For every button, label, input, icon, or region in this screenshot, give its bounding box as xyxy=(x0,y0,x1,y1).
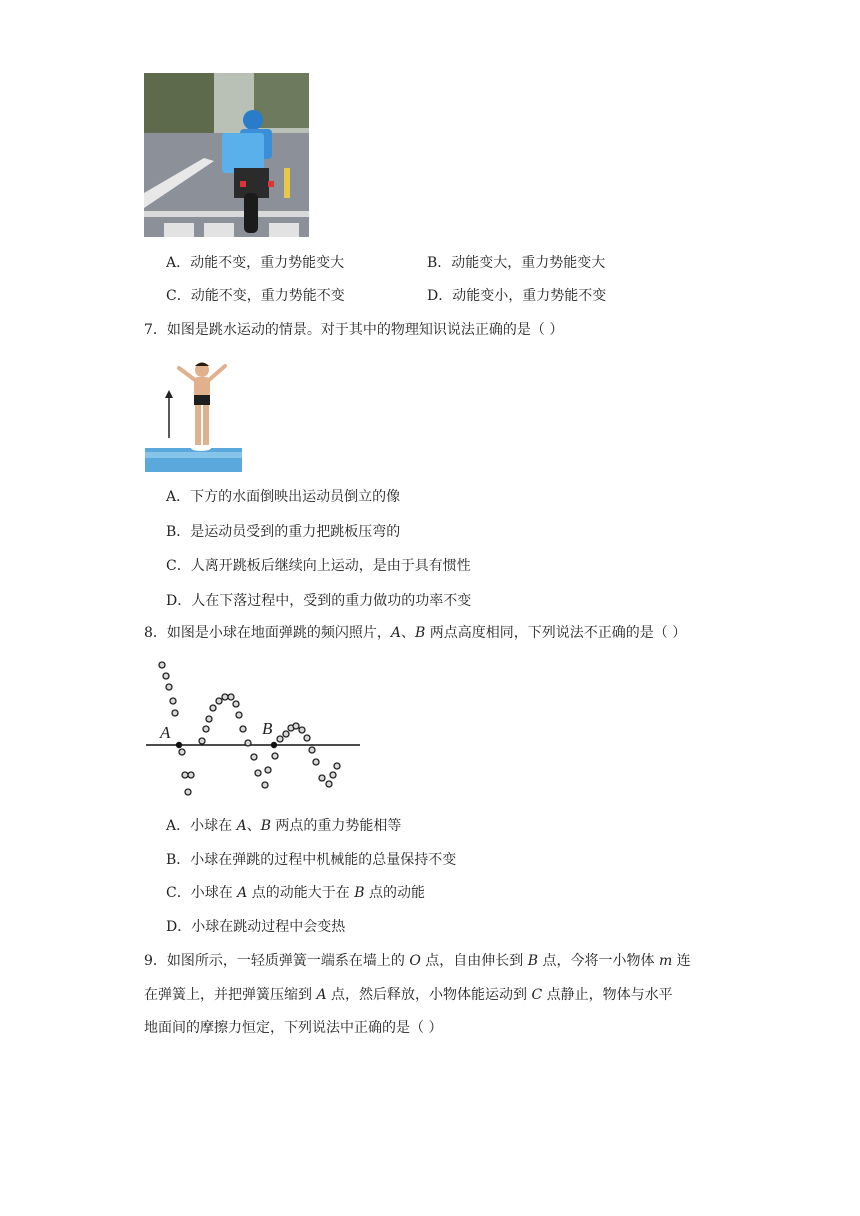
label-b: B xyxy=(262,719,273,738)
q7-option-b: B．是运动员受到的重力把跳板压弯的 xyxy=(166,524,401,540)
q8-option-b: B．小球在弹跳的过程中机械能的总量保持不变 xyxy=(166,852,457,868)
q9-stem-line3: 地面间的摩擦力恒定，下列说法中正确的是（ ） xyxy=(144,1020,443,1036)
q7-option-a: A．下方的水面倒映出运动员倒立的像 xyxy=(166,489,401,505)
q6-option-a: A．动能不变，重力势能变大 xyxy=(166,255,345,271)
bouncing-ball-figure xyxy=(144,656,364,801)
diver-photo xyxy=(145,360,242,472)
label-a: A xyxy=(160,723,171,742)
q6-option-c: C．动能不变，重力势能不变 xyxy=(166,288,345,304)
point-a-ref: A xyxy=(390,625,402,641)
q7-option-c: C．人离开跳板后继续向上运动，是由于具有惯性 xyxy=(166,558,471,574)
point-a-dot xyxy=(176,742,182,748)
q8-option-c: C．小球在 A 点的动能大于在 B 点的动能 xyxy=(166,885,425,901)
delivery-scooter-photo xyxy=(144,73,309,237)
point-b-dot xyxy=(271,742,277,748)
q8-stem: 8．如图是小球在地面弹跳的频闪照片，A、B 两点高度相同，下列说法不正确的是（ ） xyxy=(144,625,687,641)
q7-option-d: D．人在下落过程中，受到的重力做功的功率不变 xyxy=(166,593,472,609)
q9-stem-line1: 9．如图所示，一轻质弹簧一端系在墙上的 O 点，自由伸长到 B 点，今将一小物体 m 连 xyxy=(144,953,691,969)
q9-stem-line2: 在弹簧上，并把弹簧压缩到 A 点，然后释放，小物体能运动到 C 点静止，物体与水平 xyxy=(144,987,673,1003)
q6-option-d: D．动能变小，重力势能不变 xyxy=(427,288,607,304)
ball-positions xyxy=(159,662,340,795)
point-b-ref: B xyxy=(415,625,426,641)
q8-option-a: A．小球在 A、B 两点的重力势能相等 xyxy=(166,818,402,834)
q7-stem: 7．如图是跳水运动的情景。对于其中的物理知识说法正确的是（ ） xyxy=(144,322,564,338)
q8-option-d: D．小球在跳动过程中会变热 xyxy=(166,919,346,935)
q6-option-b: B．动能变大，重力势能变大 xyxy=(427,255,606,271)
